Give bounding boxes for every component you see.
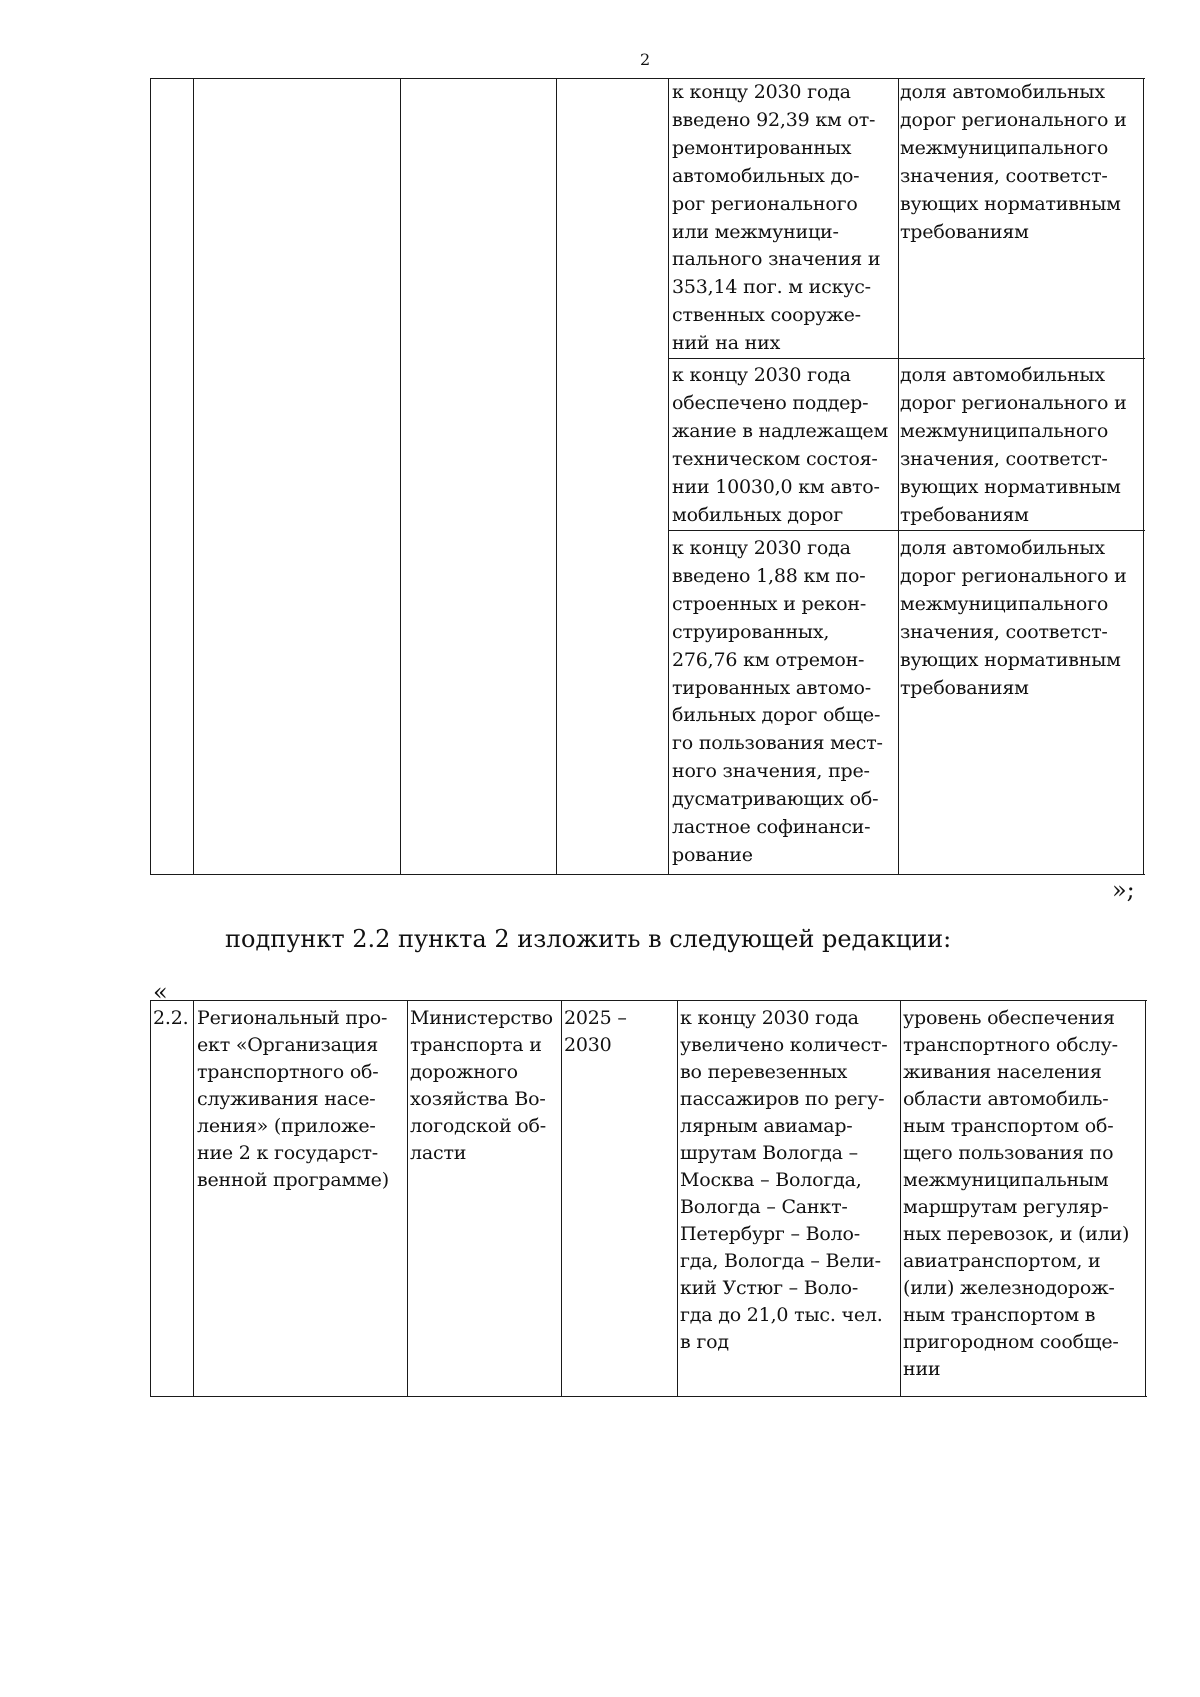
table1-col-border — [400, 78, 401, 874]
table1-col-border — [668, 78, 669, 874]
table1-bottom-border — [150, 874, 1145, 875]
table1-col-border — [193, 78, 194, 874]
row-number: 2.2. — [153, 1007, 189, 1029]
opening-quote: « — [153, 978, 168, 1006]
table2-top-border — [150, 1000, 1147, 1001]
table2-col-border — [150, 1000, 151, 1396]
project-name: Региональный про- ект «Организация транспортного об- служивания насе- ления» (приложе- ние 2 к государст- венной программе) — [197, 1007, 389, 1191]
table1-col-border — [150, 78, 151, 874]
closing-quote: »; — [1112, 876, 1135, 904]
table1-row-divider — [668, 358, 1145, 359]
target-indicator: уровень обеспечения транспортного обслу- живания населения области автомобиль- ным транспортом об- щего пользования по межмуниципальным маршрутам регуляр- ных перевозок, и (или) авиатранспортом, и (или) железнодорож- ным транспортом в пригородном сообще- нии — [903, 1007, 1130, 1380]
table2-col-border — [677, 1000, 678, 1396]
table1-col-border — [1143, 78, 1144, 874]
expected-result: к концу 2030 года увеличено количест- во перевезенных пассажиров по регу- лярным авиамар- шрутам Вологда – Москва – Вологда, Вологда – Санкт- Петербург – Воло- гда, Вологда – Вели- кий Устюг – Воло- гда до 21,0 тыс. чел. в год — [680, 1007, 888, 1353]
table1-row-divider — [668, 530, 1145, 531]
table2-col-border — [193, 1000, 194, 1396]
table2-col-border — [407, 1000, 408, 1396]
table2-col-border — [1145, 1000, 1146, 1396]
page-number: 2 — [640, 50, 651, 69]
table1-col-border — [898, 78, 899, 874]
table2-bottom-border — [150, 1396, 1147, 1397]
table-row-result: к концу 2030 года введено 92,39 км от- ремонтированных автомобильных до- рог регионального или межмуници- пального значения и 353,14 пог. м искус- ственных сооруже- ний на них — [672, 81, 881, 355]
table-row-indicator: доля автомобильных дорог регионального и межмуниципального значения, соответст- вующих нормативным требованиям — [900, 81, 1127, 243]
instruction-paragraph: подпункт 2.2 пункта 2 изложить в следующей редакции: — [225, 925, 952, 953]
table1-col-border — [556, 78, 557, 874]
table2-col-border — [900, 1000, 901, 1396]
table2-col-border — [561, 1000, 562, 1396]
table-row-indicator: доля автомобильных дорог регионального и межмуниципального значения, соответст- вующих нормативным требованиям — [900, 364, 1127, 526]
table-row-result: к концу 2030 года обеспечено поддер- жание в надлежащем техническом состоя- нии 10030,0 км авто- мобильных дорог — [672, 364, 889, 526]
table-row-result: к концу 2030 года введено 1,88 км по- строенных и рекон- струированных, 276,76 км отремон- тированных автомо- бильных дорог обще- го пользования мест- ного значения, пре- дусматривающих об- ластное софинанси- рование — [672, 537, 883, 866]
responsible-executor: Министерство транспорта и дорожного хозяйства Во- логодской об- ласти — [410, 1007, 553, 1164]
implementation-period: 2025 – 2030 — [564, 1007, 627, 1056]
table-row-indicator: доля автомобильных дорог регионального и межмуниципального значения, соответст- вующих нормативным требованиям — [900, 537, 1127, 699]
